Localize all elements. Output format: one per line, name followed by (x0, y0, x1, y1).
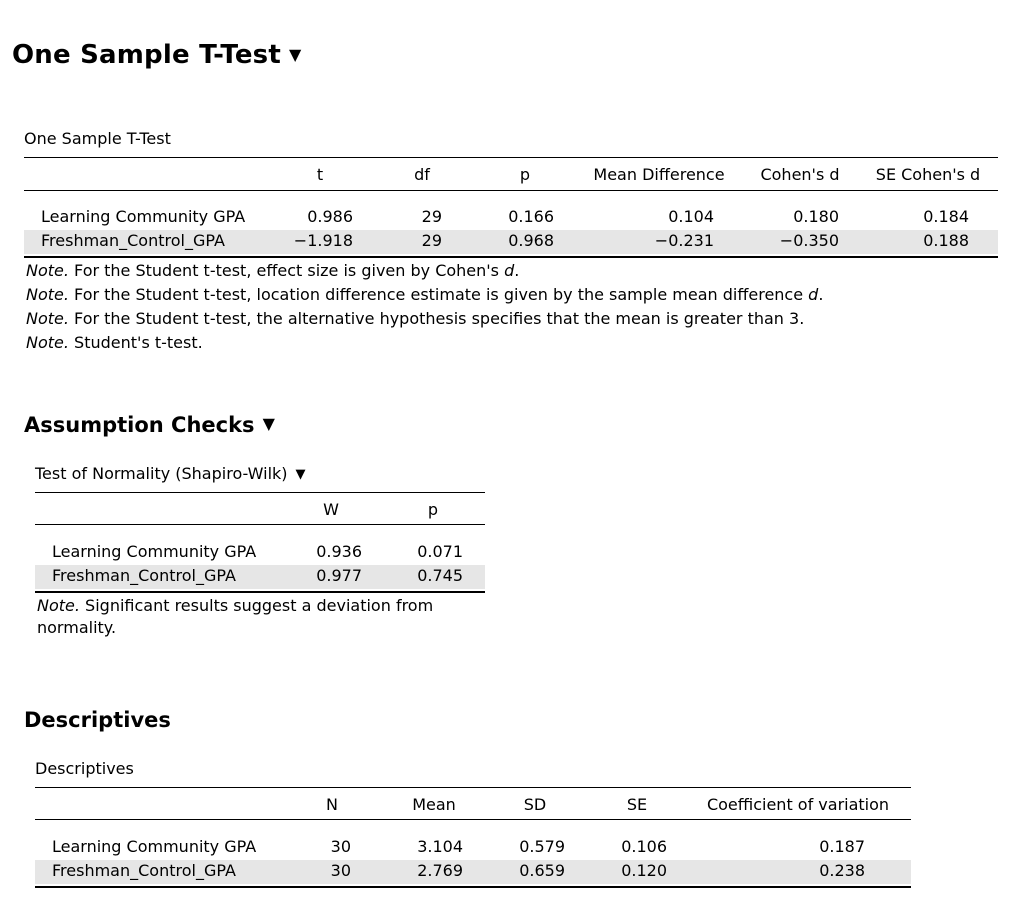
cell-se: 0.106 (621, 837, 667, 856)
cell-mean-difference: −0.231 (654, 231, 714, 250)
descriptives-table-caption: Descriptives (35, 759, 134, 778)
ttest-bottom-rule (24, 256, 998, 258)
normality-note-continued: normality. (37, 618, 117, 637)
ttest-top-rule (24, 157, 998, 158)
cell-sd: 0.579 (519, 837, 565, 856)
normality-table-caption: Test of Normality (Shapiro-Wilk) ▼ (35, 464, 306, 483)
descriptives-col-n: N (326, 795, 338, 814)
cell-df: 29 (421, 231, 442, 250)
row-label: Learning Community GPA (52, 542, 257, 561)
descriptives-col-se: SE (626, 795, 648, 814)
normality-header-rule (35, 524, 485, 525)
cell-p: 0.071 (417, 542, 463, 561)
ttest-col-cohens-d: Cohen's d (760, 165, 840, 184)
assumption-checks-menu-caret-icon[interactable]: ▼ (262, 414, 275, 433)
ttest-col-df: df (414, 165, 430, 184)
page-title-menu-caret-icon[interactable]: ▼ (288, 45, 302, 64)
cell-w: 0.977 (316, 566, 362, 585)
descriptives-col-sd: SD (523, 795, 547, 814)
ttest-header-rule (24, 190, 998, 191)
row-label: Freshman_Control_GPA (52, 566, 236, 585)
row-label: Learning Community GPA (41, 207, 246, 226)
cell-sd: 0.659 (519, 861, 565, 880)
cell-cohens-d: −0.350 (779, 231, 839, 250)
normality-menu-caret-icon[interactable]: ▼ (295, 467, 306, 482)
cell-w: 0.936 (316, 542, 362, 561)
descriptives-col-coefficient-of-variation: Coefficient of variation (706, 795, 890, 814)
cell-p: 0.745 (417, 566, 463, 585)
descriptives-header-rule (35, 819, 911, 820)
cell-p: 0.166 (508, 207, 554, 226)
normality-bottom-rule (35, 591, 485, 593)
cell-n: 30 (330, 861, 351, 880)
ttest-note-2: Note. For the Student t-test, location difference estimate is given by the sample mean difference d. (26, 285, 824, 304)
normality-note: Note. Significant results suggest a deviation from (37, 596, 434, 615)
cell-n: 30 (330, 837, 351, 856)
ttest-note-1: Note. For the Student t-test, effect size is given by Cohen's d. (26, 261, 520, 280)
ttest-note-4: Note. Student's t-test. (26, 333, 203, 352)
descriptives-title: Descriptives (24, 708, 171, 732)
ttest-table-caption: One Sample T-Test (24, 129, 171, 148)
row-label: Freshman_Control_GPA (52, 861, 236, 880)
cell-coefficient-of-variation: 0.187 (819, 837, 865, 856)
row-label: Learning Community GPA (52, 837, 257, 856)
cell-coefficient-of-variation: 0.238 (819, 861, 865, 880)
cell-mean-difference: 0.104 (668, 207, 714, 226)
ttest-col-t: t (316, 165, 324, 184)
ttest-col-se-cohens-d: SE Cohen's d (875, 165, 981, 184)
descriptives-col-mean: Mean (412, 795, 456, 814)
ttest-note-3: Note. For the Student t-test, the alternative hypothesis specifies that the mean is greater than 3. (26, 309, 805, 328)
ttest-col-p: p (519, 165, 531, 184)
normality-top-rule (35, 492, 485, 493)
normality-col-w: W (323, 500, 339, 519)
cell-mean: 2.769 (417, 861, 463, 880)
cell-mean: 3.104 (417, 837, 463, 856)
assumption-checks-title: Assumption Checks ▼ (24, 413, 275, 437)
cell-se-cohens-d: 0.188 (923, 231, 969, 250)
cell-se: 0.120 (621, 861, 667, 880)
cell-df: 29 (421, 207, 442, 226)
ttest-col-mean-difference: Mean Difference (593, 165, 725, 184)
page-title-text: One Sample T-Test (12, 40, 281, 70)
descriptives-bottom-rule (35, 886, 911, 888)
cell-t: 0.986 (307, 207, 353, 226)
cell-se-cohens-d: 0.184 (923, 207, 969, 226)
page-title (12, 40, 302, 70)
row-label: Freshman_Control_GPA (41, 231, 225, 250)
descriptives-top-rule (35, 787, 911, 788)
cell-cohens-d: 0.180 (793, 207, 839, 226)
cell-t: −1.918 (293, 231, 353, 250)
normality-col-p: p (427, 500, 439, 519)
cell-p: 0.968 (508, 231, 554, 250)
